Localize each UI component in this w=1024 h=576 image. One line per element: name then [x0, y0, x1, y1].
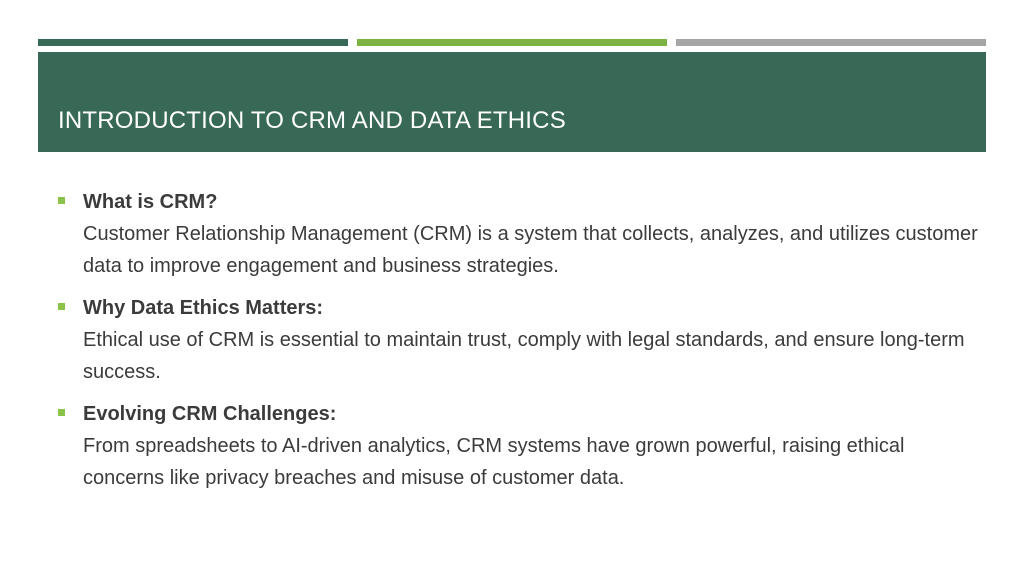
square-bullet-icon — [58, 303, 65, 310]
bullet-body: Customer Relationship Management (CRM) is a system that collects, analyzes, and utilizes customer data to improve engagement and business strategies. — [83, 223, 978, 277]
bullet-heading: What is CRM? — [83, 191, 218, 213]
square-bullet-icon — [58, 197, 65, 204]
title-band — [38, 52, 986, 152]
accent-bar-gray — [676, 39, 986, 46]
bullet-item-why-data-ethics — [58, 292, 978, 388]
slide-title: INTRODUCTION TO CRM AND DATA ETHICS — [58, 107, 566, 134]
bullet-list — [58, 186, 978, 504]
bullet-heading: Evolving CRM Challenges: — [83, 403, 337, 425]
bullet-item-evolving-challenges — [58, 398, 978, 494]
bullet-body: From spreadsheets to AI-driven analytics, CRM systems have grown powerful, raising ethical concerns like privacy breaches and misuse of customer data. — [83, 435, 905, 489]
accent-bar-dark-green — [38, 39, 348, 46]
bullet-body: Ethical use of CRM is essential to maintain trust, comply with legal standards, and ensure long-term success. — [83, 329, 965, 383]
bullet-item-what-is-crm — [58, 186, 978, 282]
bullet-heading: Why Data Ethics Matters: — [83, 297, 324, 319]
square-bullet-icon — [58, 409, 65, 416]
accent-bar-light-green — [357, 39, 667, 46]
